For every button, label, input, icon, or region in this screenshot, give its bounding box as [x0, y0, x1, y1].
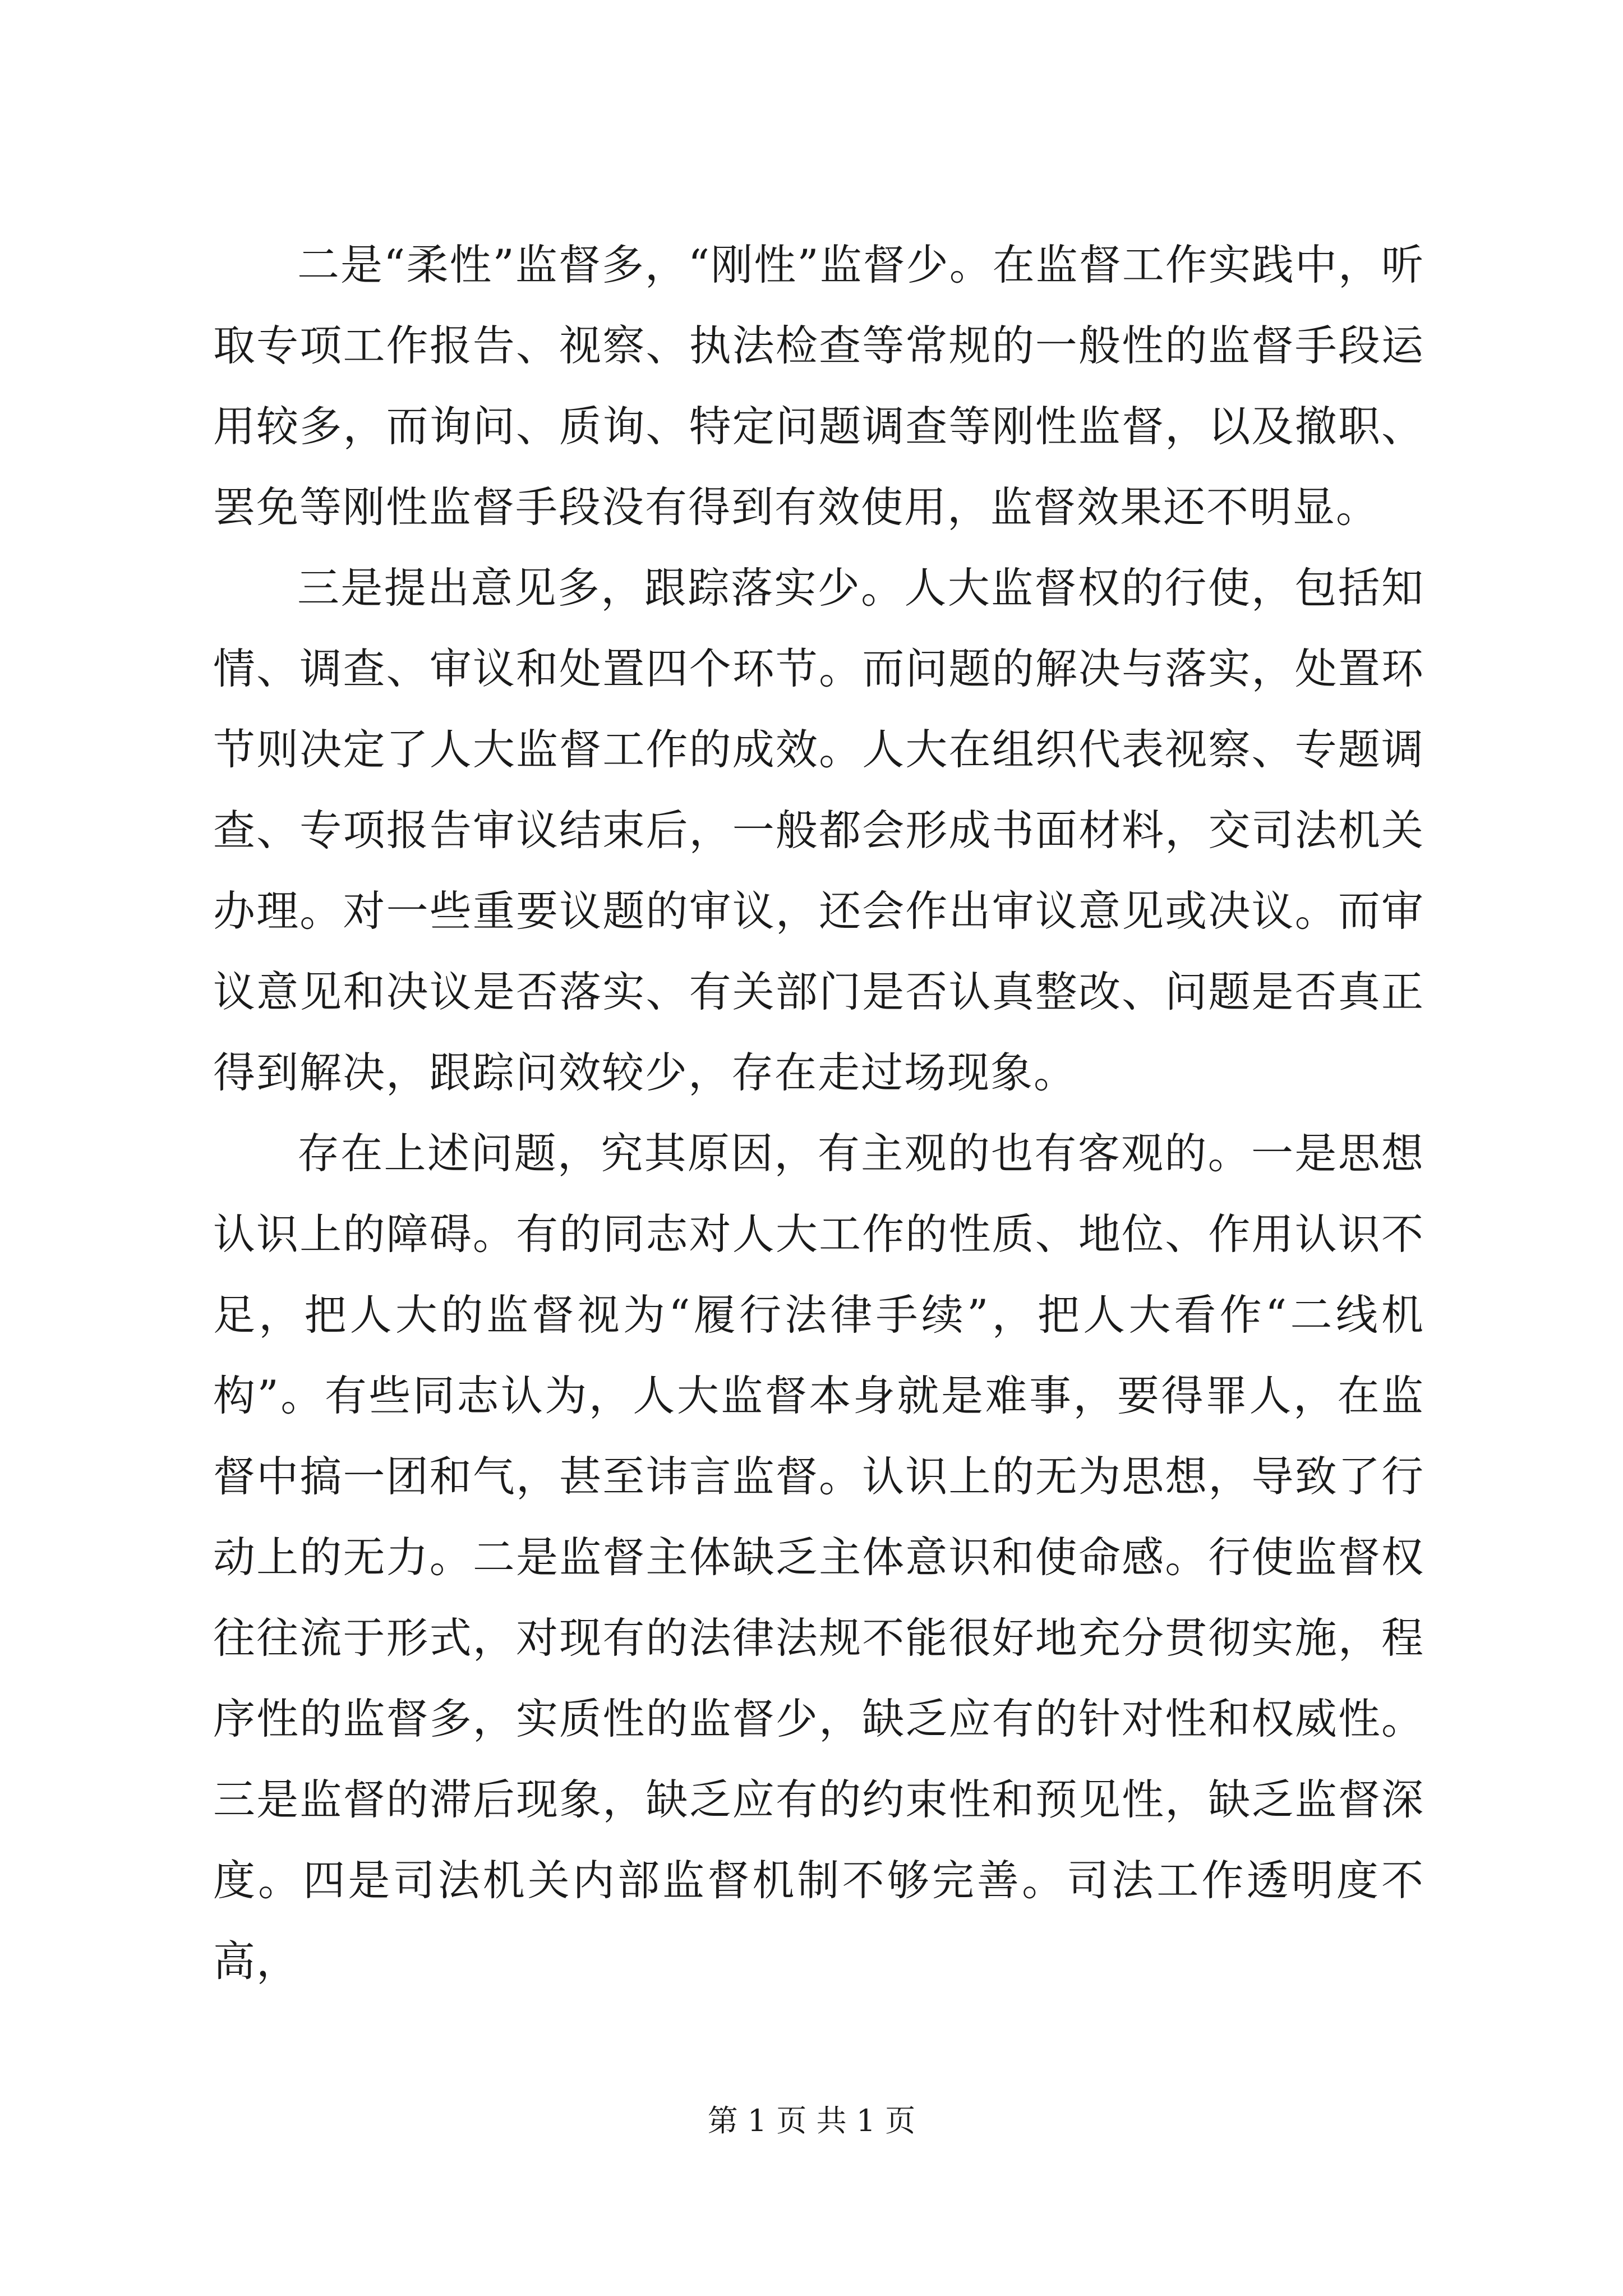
document-body: [213, 224, 1424, 2001]
paragraph-follow-up: 三是提出意见多，跟踪落实少。人大监督权的行使，包括知情、调查、审议和处置四个环节。而问题的解决与落实，处置环节则决定了人大监督工作的成效。人大在组织代表视察、专题调查、专项报告审议结束后，一般都会形成书面材料，交司法机关办理。对一些重要议题的审议，还会作出审议意见或决议。而审议意见和决议是否落实、有关部门是否认真整改、问题是否真正得到解决，跟踪问效较少，存在走过场现象。: [213, 563, 1424, 1097]
page-number-footer: 第 1 页 共 1 页: [707, 2103, 916, 2138]
paragraph-rigid-supervision: 二是“柔性”监督多，“刚性”监督少。在监督工作实践中，听取专项工作报告、视察、执法检查等常规的一般性的监督手段运用较多，而询问、质询、特定问题调查等刚性监督，以及撤职、罢免等刚性监督手段没有得到有效使用，监督效果还不明显。: [213, 240, 1424, 532]
paragraph-causes: 存在上述问题，究其原因，有主观的也有客观的。一是思想认识上的障碍。有的同志对人大工作的性质、地位、作用认识不足，把人大的监督视为“履行法律手续”，把人大看作“二线机构”。有些同志认为，人大监督本身就是难事，要得罪人，在监督中搞一团和气，甚至讳言监督。认识上的无为思想，导致了行动上的无力。二是监督主体缺乏主体意识和使命感。行使监督权往往流于形式，对现有的法律法规不能很好地充分贯彻实施，程序性的监督多，实质性的监督少，缺乏应有的针对性和权威性。三是监督的滞后现象，缺乏应有的约束性和预见性，缺乏监督深度。四是司法机关内部监督机制不够完善。司法工作透明度不高，: [213, 1129, 1424, 1986]
